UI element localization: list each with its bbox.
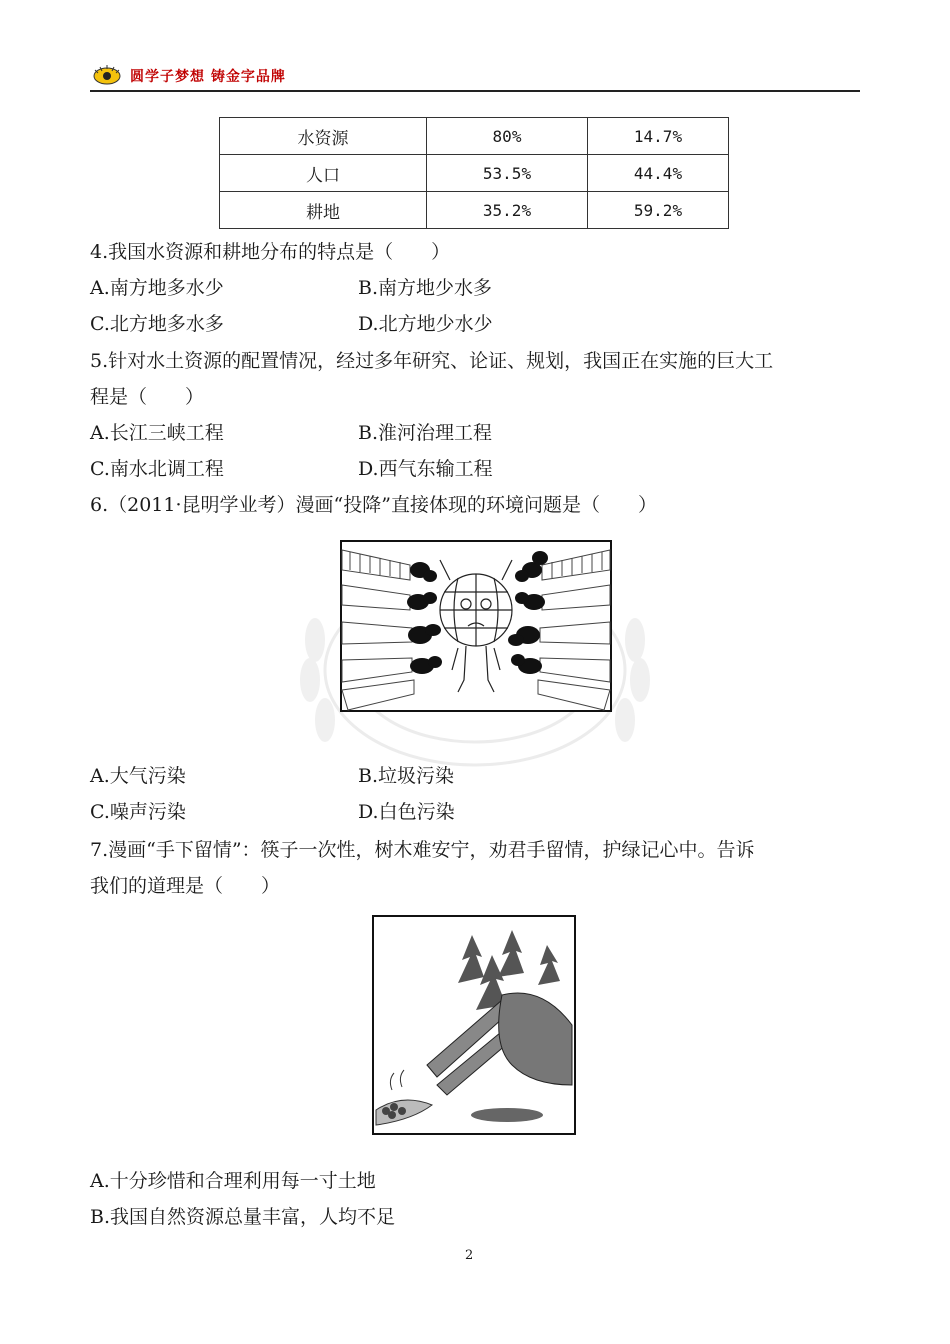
question-6-option-c: C.噪声污染 (90, 801, 186, 823)
question-7-option-b: B.我国自然资源总量丰富，人均不足 (90, 1206, 396, 1228)
question-6-option-a: A.大气污染 (90, 765, 186, 787)
question-4-option-a: A.南方地多水少 (90, 277, 224, 299)
chopsticks-cartoon (372, 915, 576, 1135)
question-7-option-a: A.十分珍惜和合理利用每一寸土地 (90, 1170, 376, 1192)
table-row (220, 118, 729, 155)
question-5-option-a: A.长江三峡工程 (90, 422, 224, 444)
question-7-stem-line1: 7.漫画“手下留情”：筷子一次性，树木难安宁，劝君手留情，护绿记心中。告诉 (90, 839, 755, 861)
question-5-stem-line1: 5.针对水土资源的配置情况，经过多年研究、论证、规划，我国正在实施的巨大工 (90, 350, 774, 372)
table-row (220, 192, 729, 229)
question-5-stem-line2: 程是（ ） (90, 386, 205, 408)
page-number: 2 (465, 1248, 474, 1263)
table-cell: 水资源 (220, 118, 427, 155)
resource-table (219, 117, 729, 229)
question-7-stem-line2: 我们的道理是（ ） (90, 875, 281, 897)
table-cell: 53.5% (427, 155, 588, 192)
header-slogan: 圆学子梦想 铸金字品牌 (130, 69, 286, 85)
question-5-option-d: D.西气东输工程 (358, 458, 493, 480)
table-cell: 人口 (220, 155, 427, 192)
question-4-option-d: D.北方地少水少 (358, 313, 493, 335)
page-header (90, 60, 860, 92)
table-cell: 80% (427, 118, 588, 155)
surrender-cartoon (340, 540, 612, 712)
question-5-option-c: C.南水北调工程 (90, 458, 224, 480)
table-cell: 44.4% (588, 155, 729, 192)
logo-eye-icon (92, 64, 122, 86)
question-4-stem: 4.我国水资源和耕地分布的特点是（ ） (90, 241, 451, 263)
table-cell: 14.7% (588, 118, 729, 155)
question-6-stem: 6.（2011·昆明学业考）漫画“投降”直接体现的环境问题是（ ） (90, 494, 657, 516)
question-5-option-b: B.淮河治理工程 (358, 422, 493, 444)
question-6-option-d: D.白色污染 (358, 801, 455, 823)
table-cell: 耕地 (220, 192, 427, 229)
table-row (220, 155, 729, 192)
table-cell: 59.2% (588, 192, 729, 229)
table-cell: 35.2% (427, 192, 588, 229)
question-4-option-c: C.北方地多水多 (90, 313, 224, 335)
question-4-option-b: B.南方地少水多 (358, 277, 493, 299)
question-6-option-b: B.垃圾污染 (358, 765, 455, 787)
